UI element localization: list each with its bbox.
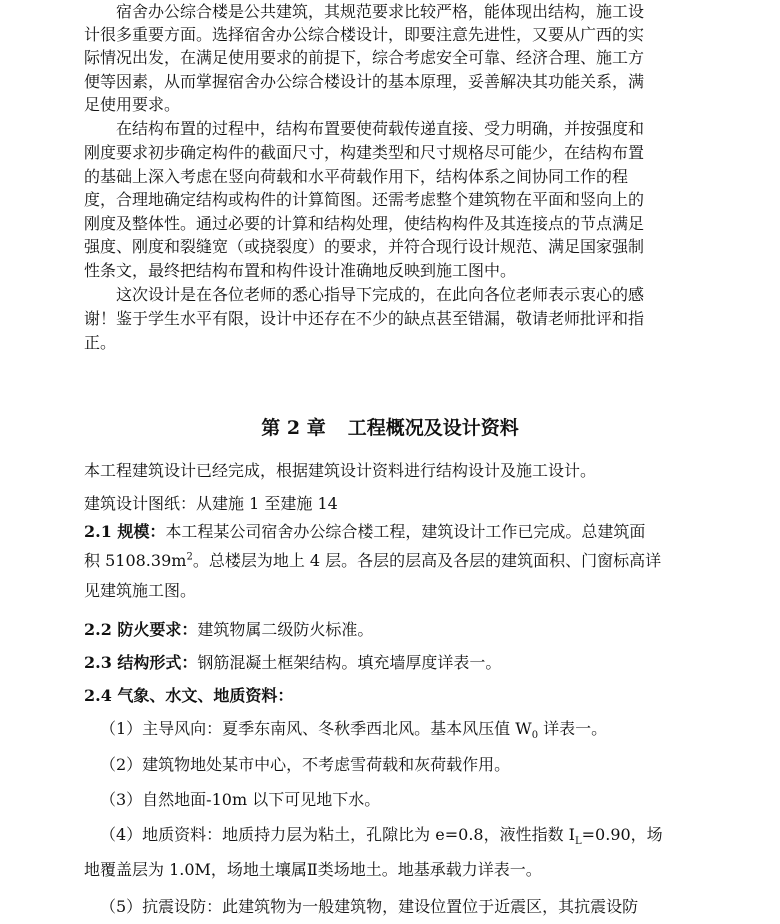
section-2-3-text: 钢筋混凝土框架结构。填充墙厚度详表一。	[197, 653, 502, 672]
intro-line-15: 正。	[84, 333, 117, 352]
area-superscript: 2	[186, 551, 193, 563]
floors-text: 。总楼层为地上 4 层。各层的层高及各层的建筑面积、门窗标高详	[192, 551, 662, 570]
section-2-2-label: 2.2 防火要求：	[84, 620, 198, 639]
chapter-title: 工程概况及设计资料	[347, 417, 519, 439]
section-2-3	[84, 651, 501, 675]
intro-line-10: 刚度及整体性。通过必要的计算和结构处理，使结构构件及其连接点的节点满足	[84, 214, 645, 233]
intro-line-14: 谢！鉴于学生水平有限，设计中还存在不少的缺点甚至错漏，敬请老师批评和指	[84, 309, 645, 328]
intro-line-2: 计很多重要方面。选择宿舍办公综合楼设计，即要注意先进性，又要从广西的实	[84, 25, 645, 44]
drawings-line: 建筑设计图纸：从建施 1 至建施 14	[84, 494, 338, 513]
area-text: 积 5108.39m	[84, 551, 187, 570]
item-5: （5）抗震设防：此建筑物为一般建筑物，建设位置位于近震区，其抗震设防	[100, 897, 639, 916]
section-2-2-text: 建筑物属二级防火标准。	[197, 620, 374, 639]
section-2-1-text: 本工程某公司宿舍办公综合楼工程，建筑设计工作已完成。总建筑面	[165, 522, 646, 541]
intro-line-11: 强度、刚度和裂缝宽（或挠裂度）的要求，并符合现行设计规范、满足国家强制	[84, 237, 645, 256]
item-1	[100, 717, 607, 741]
item-4-line-2: 地覆盖层为 1.0M，场地土壤属Ⅱ类场地土。地基承载力详表一。	[84, 860, 542, 879]
item-4-line-1	[100, 823, 663, 847]
item-1-subscript: 0	[531, 730, 539, 742]
intro-line-4: 便等因素，从而掌握宿舍办公综合楼设计的基本原理，妥善解决其功能关系，满	[84, 72, 645, 91]
section-2-3-label: 2.3 结构形式：	[84, 653, 198, 672]
section-2-1-line-1	[84, 520, 645, 544]
item-2: （2）建筑物地处某市中心，不考虑雪荷载和灰荷载作用。	[100, 755, 511, 774]
item-4-subscript: L	[575, 836, 582, 848]
section-2-2	[84, 618, 373, 642]
section-2-1-line-2	[84, 549, 661, 573]
item-1-text: （1）主导风向：夏季东南风、冬秋季西北风。基本风压值 W	[100, 719, 532, 738]
intro-line-8: 的基础上深入考虑在竖向荷载和水平荷载作用下，结构体系之间协同工作的程	[84, 167, 629, 186]
item-1-tail: 详表一。	[538, 719, 608, 738]
intro-line-12: 性条文，最终把结构布置和构件设计准确地反映到施工图中。	[84, 261, 517, 280]
item-3: （3）自然地面-10m 以下可见地下水。	[100, 790, 381, 809]
intro-line-7: 刚度要求初步确定构件的截面尺寸，构建类型和尺寸规格尽可能少，在结构布置	[84, 143, 645, 162]
section-2-1-label: 2.1 规模：	[84, 522, 166, 541]
chapter-heading	[0, 414, 780, 442]
item-4-text: （4）地质资料：地质持力层为粘土，孔隙比为 e=0.8，液性指数 I	[100, 825, 575, 844]
chapter-number: 第 2 章	[261, 417, 326, 439]
overview-paragraph: 本工程建筑设计已经完成，根据建筑设计资料进行结构设计及施工设计。	[84, 461, 597, 480]
intro-line-9: 度，合理地确定结构或构件的计算简图。还需考虑整个建筑物在平面和竖向上的	[84, 190, 645, 209]
intro-line-6: 在结构布置的过程中，结构布置要使荷载传递直接、受力明确，并按强度和	[116, 119, 645, 138]
intro-line-13: 这次设计是在各位老师的悉心指导下完成的，在此向各位老师表示衷心的感	[116, 285, 645, 304]
section-2-1-line-3: 见建筑施工图。	[84, 581, 197, 600]
intro-line-1: 宿舍办公综合楼是公共建筑，其规范要求比较严格，能体现出结构，施工设	[116, 2, 645, 21]
section-2-4-label: 2.4 气象、水文、地质资料：	[84, 686, 294, 705]
item-4-tail: =0.90，场	[581, 825, 663, 844]
intro-line-3: 际情况出发，在满足使用要求的前提下，综合考虑安全可靠、经济合理、施工方	[84, 48, 645, 67]
intro-line-5: 足使用要求。	[84, 95, 181, 114]
